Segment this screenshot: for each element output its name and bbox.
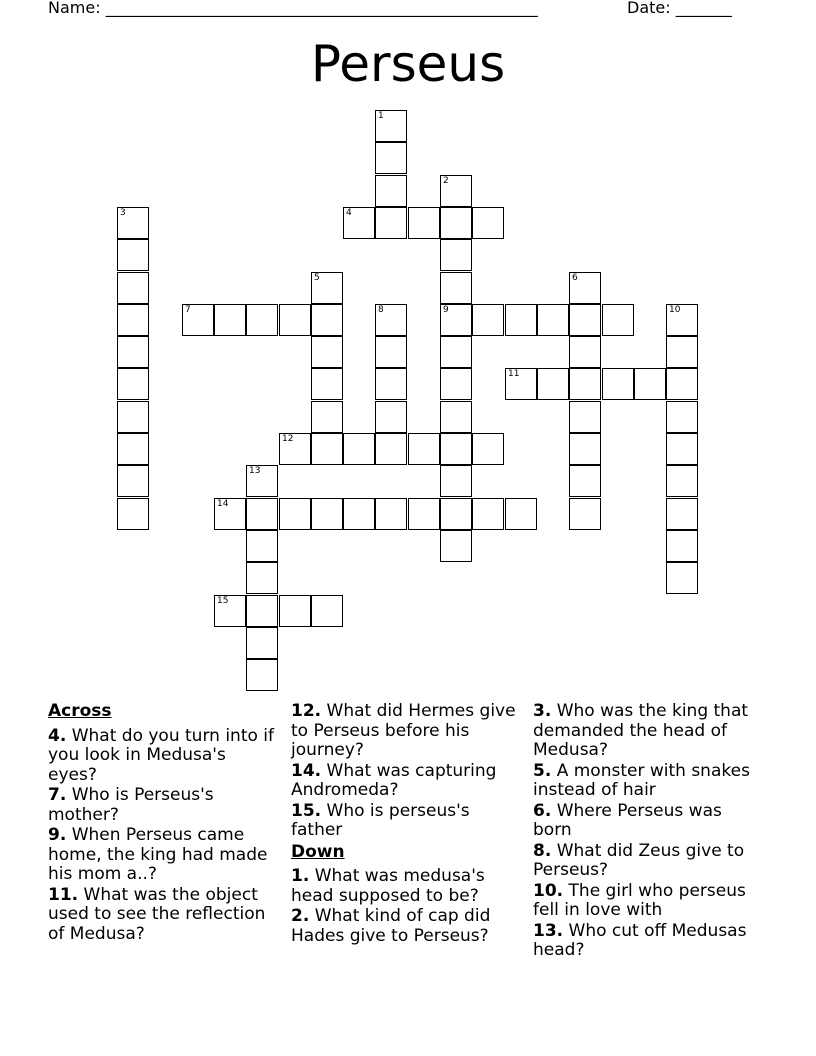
grid-cell[interactable]	[246, 595, 278, 627]
name-field[interactable]: ______________________________________________________	[105, 0, 538, 17]
grid-cell[interactable]	[375, 142, 407, 174]
grid-cell[interactable]	[440, 239, 472, 271]
grid-cell[interactable]	[505, 304, 537, 336]
grid-cell[interactable]	[375, 433, 407, 465]
grid-cell[interactable]	[375, 110, 407, 142]
clue-across-12: 12. What did Hermes give to Perseus before his journey?	[291, 701, 516, 760]
cell-number: 13	[249, 466, 261, 476]
grid-cell[interactable]	[343, 498, 375, 530]
grid-cell[interactable]	[666, 433, 698, 465]
grid-cell[interactable]	[602, 304, 634, 336]
grid-cell[interactable]	[569, 401, 601, 433]
cell-number: 15	[217, 596, 229, 606]
grid-cell[interactable]	[343, 433, 375, 465]
grid-cell[interactable]	[117, 207, 149, 239]
grid-cell[interactable]	[537, 304, 569, 336]
grid-cell[interactable]	[440, 336, 472, 368]
clue-down-3: 3. Who was the king that demanded the head of Medusa?	[533, 701, 749, 760]
grid-cell[interactable]	[440, 207, 472, 239]
grid-cell[interactable]	[375, 401, 407, 433]
cell-number: 10	[669, 305, 681, 315]
clue-down-5: 5. A monster with snakes instead of hair	[533, 760, 750, 800]
grid-cell[interactable]	[311, 336, 343, 368]
grid-cell[interactable]	[440, 304, 472, 336]
grid-cell[interactable]	[666, 336, 698, 368]
clue-down-6: 6. Where Perseus was born	[533, 800, 722, 840]
grid-cell[interactable]	[117, 401, 149, 433]
across-heading: Across	[48, 701, 112, 721]
clue-across-15: 15. Who is perseus's father	[291, 800, 470, 840]
date-label: Date:	[627, 0, 671, 17]
grid-cell[interactable]	[472, 498, 504, 530]
grid-cell[interactable]	[246, 627, 278, 659]
grid-cell[interactable]	[440, 401, 472, 433]
grid-cell[interactable]	[311, 595, 343, 627]
grid-cell[interactable]	[311, 304, 343, 336]
page-title: Perseus	[310, 35, 506, 93]
cell-number: 1	[378, 111, 384, 121]
grid-cell[interactable]	[246, 562, 278, 594]
cell-number: 6	[572, 273, 578, 283]
clue-down-1: 1. What was medusa's head supposed to be?	[291, 866, 485, 906]
grid-cell[interactable]	[117, 239, 149, 271]
cell-number: 9	[443, 305, 449, 315]
grid-cell[interactable]	[505, 368, 537, 400]
grid-cell[interactable]	[214, 595, 246, 627]
grid-cell[interactable]	[117, 465, 149, 497]
grid-cell[interactable]	[117, 304, 149, 336]
grid-cell[interactable]	[246, 659, 278, 691]
cell-number: 2	[443, 176, 449, 186]
grid-cell[interactable]	[375, 304, 407, 336]
grid-cell[interactable]	[440, 498, 472, 530]
grid-cell[interactable]	[182, 304, 214, 336]
grid-cell[interactable]	[117, 368, 149, 400]
grid-cell[interactable]	[214, 304, 246, 336]
grid-cell[interactable]	[311, 433, 343, 465]
name-label: Name:	[48, 0, 101, 17]
grid-cell[interactable]	[569, 336, 601, 368]
grid-cell[interactable]	[666, 368, 698, 400]
grid-cell[interactable]	[634, 368, 666, 400]
grid-cell[interactable]	[375, 175, 407, 207]
clue-column-1	[48, 702, 280, 945]
grid-cell[interactable]	[408, 207, 440, 239]
grid-cell[interactable]	[375, 336, 407, 368]
grid-cell[interactable]	[408, 433, 440, 465]
grid-cell[interactable]	[569, 272, 601, 304]
cell-number: 12	[282, 434, 294, 444]
grid-cell[interactable]	[408, 498, 440, 530]
cell-number: 14	[217, 499, 229, 509]
grid-cell[interactable]	[311, 401, 343, 433]
grid-cell[interactable]	[440, 175, 472, 207]
grid-cell[interactable]	[666, 562, 698, 594]
clue-down-2: 2. What kind of cap did Hades give to Perseus?	[291, 906, 491, 946]
grid-cell[interactable]	[375, 207, 407, 239]
grid-cell[interactable]	[214, 498, 246, 530]
grid-cell[interactable]	[279, 595, 311, 627]
grid-cell[interactable]	[569, 304, 601, 336]
clue-down-8: 8. What did Zeus give to Perseus?	[533, 840, 745, 880]
grid-cell[interactable]	[279, 433, 311, 465]
grid-cell[interactable]	[666, 498, 698, 530]
grid-cell[interactable]	[569, 433, 601, 465]
grid-cell[interactable]	[343, 207, 375, 239]
grid-cell[interactable]	[117, 498, 149, 530]
grid-cell[interactable]	[472, 433, 504, 465]
grid-cell[interactable]	[666, 304, 698, 336]
clue-column-2	[291, 702, 523, 947]
clue-across-14: 14. What was capturing Andromeda?	[291, 760, 497, 800]
grid-cell[interactable]	[311, 272, 343, 304]
cell-number: 11	[508, 369, 520, 379]
grid-cell[interactable]	[666, 465, 698, 497]
grid-cell[interactable]	[117, 272, 149, 304]
grid-cell[interactable]	[505, 498, 537, 530]
grid-cell[interactable]	[602, 368, 634, 400]
grid-cell[interactable]	[375, 368, 407, 400]
grid-cell[interactable]	[246, 465, 278, 497]
grid-cell[interactable]	[440, 465, 472, 497]
cell-number: 4	[346, 208, 352, 218]
grid-cell[interactable]	[246, 304, 278, 336]
cell-number: 3	[120, 208, 126, 218]
grid-cell[interactable]	[537, 368, 569, 400]
clue-column-3	[533, 702, 765, 962]
grid-cell[interactable]	[117, 336, 149, 368]
grid-cell[interactable]	[375, 498, 407, 530]
cell-number: 5	[314, 273, 320, 283]
grid-cell[interactable]	[440, 272, 472, 304]
cell-number: 7	[185, 305, 191, 315]
grid-cell[interactable]	[440, 530, 472, 562]
clue-down-10: 10. The girl who perseus fell in love with	[533, 880, 746, 920]
date-field[interactable]: _______	[675, 0, 732, 17]
clue-across-4: 4. What do you turn into if you look in Medusa's eyes?	[48, 725, 274, 785]
clue-across-9: 9. When Perseus came home, the king had made his mom a..?	[48, 825, 268, 884]
clue-across-7: 7. Who is Perseus's mother?	[48, 785, 214, 825]
grid-cell[interactable]	[666, 530, 698, 562]
clue-across-11: 11. What was the object used to see the reflection of Medusa?	[48, 884, 266, 944]
clue-down-13: 13. Who cut off Medusas head?	[533, 920, 747, 960]
grid-cell[interactable]	[666, 401, 698, 433]
grid-cell[interactable]	[472, 304, 504, 336]
down-heading: Down	[291, 841, 345, 862]
grid-cell[interactable]	[569, 498, 601, 530]
grid-cell[interactable]	[117, 433, 149, 465]
grid-cell[interactable]	[311, 368, 343, 400]
grid-cell[interactable]	[569, 465, 601, 497]
grid-cell[interactable]	[569, 368, 601, 400]
grid-cell[interactable]	[440, 433, 472, 465]
grid-cell[interactable]	[246, 498, 278, 530]
grid-cell[interactable]	[279, 498, 311, 530]
cell-number: 8	[378, 305, 384, 315]
grid-cell[interactable]	[246, 530, 278, 562]
grid-cell[interactable]	[311, 498, 343, 530]
grid-cell[interactable]	[279, 304, 311, 336]
grid-cell[interactable]	[440, 368, 472, 400]
grid-cell[interactable]	[472, 207, 504, 239]
